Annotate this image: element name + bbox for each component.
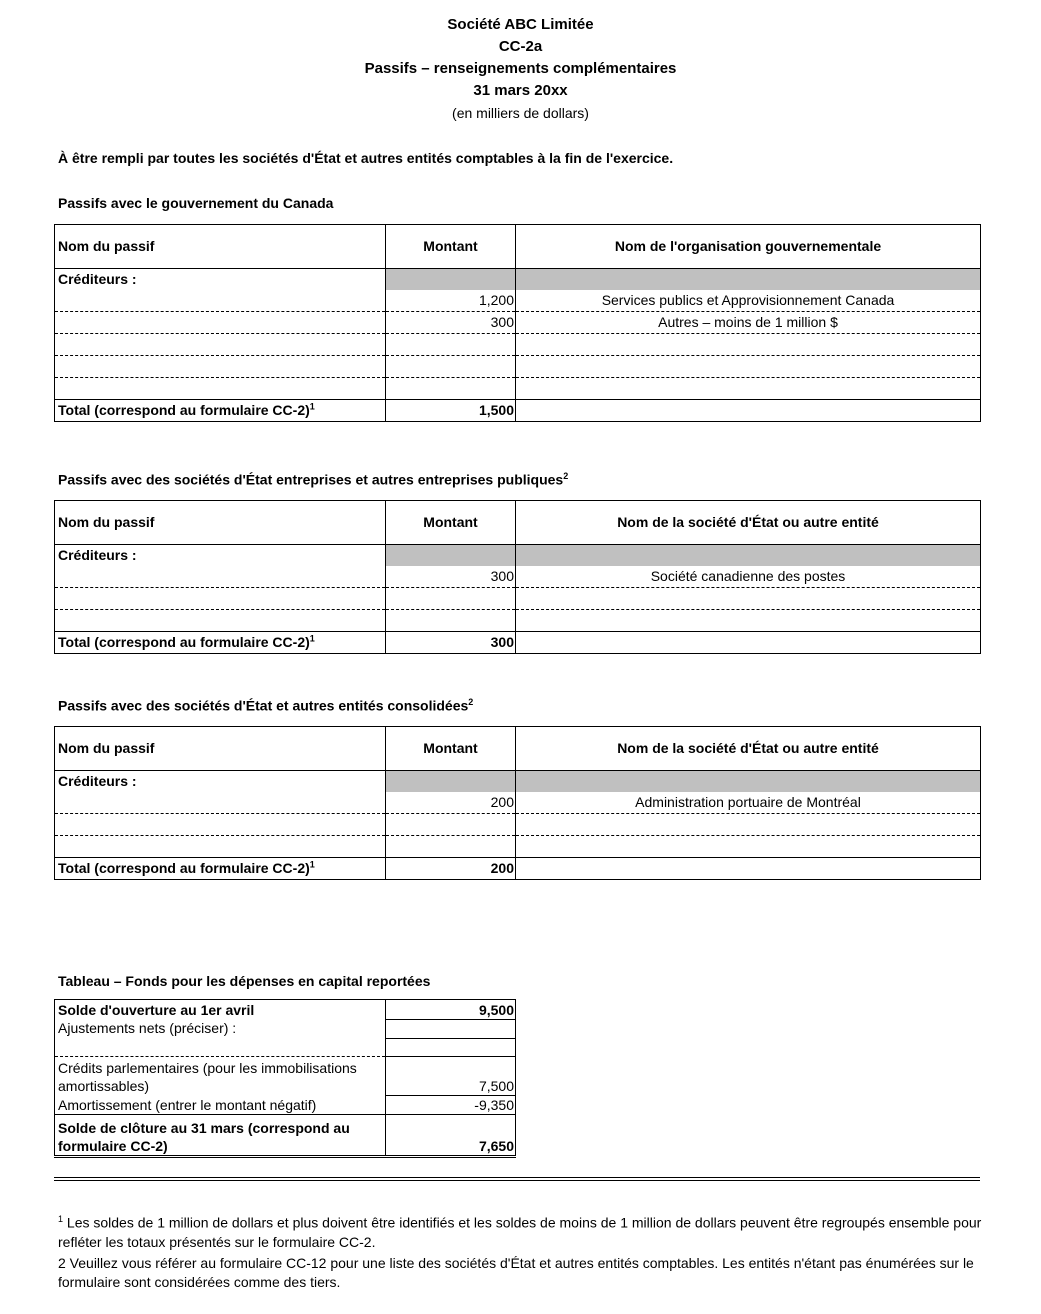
company-name: Société ABC Limitée — [447, 16, 594, 33]
table-row — [55, 378, 981, 400]
section1-table — [54, 224, 981, 422]
table-row — [55, 814, 981, 836]
adjustments-label: Ajustements nets (préciser) : — [58, 1020, 237, 1036]
amount-cell — [386, 610, 516, 632]
opening-balance-label: Solde d'ouverture au 1er avril — [58, 1002, 255, 1018]
col-header-org: Nom de l'organisation gouvernementale — [516, 225, 981, 269]
col-header-name: Nom du passif — [55, 501, 386, 545]
col-header-amount: Montant — [386, 501, 516, 545]
amount-cell: 300 — [386, 566, 516, 588]
table-header-row — [55, 501, 981, 545]
col-header-name: Nom du passif — [55, 225, 386, 269]
funds-table — [54, 999, 516, 1158]
section3-table — [54, 726, 981, 880]
footnote-ref: 1 — [309, 859, 315, 870]
creditors-row — [55, 545, 981, 567]
total-label: Total (correspond au formulaire CC-2)$^1$ — [55, 400, 386, 422]
total-row — [55, 632, 981, 654]
table-row — [55, 290, 981, 312]
table-row — [55, 334, 981, 356]
col-header-amount: Montant — [386, 225, 516, 269]
table-row — [55, 610, 981, 632]
section1-title: Passifs avec le gouvernement du Canada — [58, 195, 334, 211]
org-cell — [516, 836, 981, 858]
org-cell: Autres – moins de 1 million $ — [516, 312, 981, 334]
org-cell: Société canadienne des postes — [516, 566, 981, 588]
section2-title: Passifs avec des sociétés d'État entreprises et autres entreprises publiques$^2$ — [58, 471, 569, 488]
col-header-amount: Montant — [386, 727, 516, 771]
table-row — [55, 356, 981, 378]
total-row — [55, 858, 981, 880]
footnote-divider — [54, 1180, 980, 1181]
amount-cell: 300 — [386, 312, 516, 334]
col-header-name: Nom du passif — [55, 727, 386, 771]
funds-title: Tableau – Fonds pour les dépenses en capital reportées — [58, 973, 431, 989]
creditors-label: Créditeurs : — [55, 771, 386, 793]
adjustments-blank-row — [55, 1038, 516, 1057]
table-header-row — [55, 727, 981, 771]
total-amount: 1,500 — [386, 400, 516, 422]
org-cell: Administration portuaire de Montréal — [516, 792, 981, 814]
creditors-row — [55, 771, 981, 793]
creditors-row — [55, 269, 981, 291]
footnote-marker: 1 — [58, 1214, 64, 1224]
opening-balance-row — [55, 1000, 516, 1020]
total-label: Total (correspond au formulaire CC-2)$^1$ — [55, 632, 386, 654]
total-amount: 200 — [386, 858, 516, 880]
document-header — [0, 14, 1041, 124]
amortization-row — [55, 1095, 516, 1114]
org-cell — [516, 610, 981, 632]
amount-cell — [386, 378, 516, 400]
amortization-label: Amortissement (entrer le montant négatif) — [55, 1095, 386, 1114]
creditors-label: Créditeurs : — [55, 269, 386, 291]
amount-cell — [386, 334, 516, 356]
col-header-org: Nom de la société d'État ou autre entité — [516, 727, 981, 771]
form-code: CC-2a — [498, 38, 543, 55]
credits-value: 7,500 — [386, 1057, 516, 1096]
amount-cell — [386, 356, 516, 378]
total-row — [55, 400, 981, 422]
opening-balance-value: 9,500 — [386, 1000, 516, 1020]
table-row — [55, 588, 981, 610]
footnote-ref: 1 — [309, 401, 315, 412]
section3-title: Passifs avec des sociétés d'État et autres entités consolidées$^2$ — [58, 697, 474, 714]
report-date: 31 mars 20xx — [473, 82, 568, 99]
form-title: Passifs – renseignements complémentaires — [364, 60, 677, 77]
amount-cell — [386, 836, 516, 858]
closing-balance-value: 7,650 — [386, 1114, 516, 1156]
footnote-1: $^1$ Les soldes de 1 million de dollars et plus doivent être identifiés et les soldes de moins de 1 million de dollars peuvent être regroupés ensemble pour refléter les totaux présentés sur le formulaire CC-2. — [58, 1214, 982, 1250]
footnote-ref: 2 — [468, 697, 474, 707]
table-row — [55, 836, 981, 858]
org-cell — [516, 356, 981, 378]
table-row — [55, 566, 981, 588]
credits-label: Crédits parlementaires (pour les immobilisations amortissables) — [58, 1060, 357, 1094]
total-label: Total (correspond au formulaire CC-2)$^1$ — [55, 858, 386, 880]
footnote-divider — [54, 1177, 980, 1178]
org-cell — [516, 378, 981, 400]
section2-table — [54, 500, 981, 654]
footnotes — [58, 1210, 983, 1292]
closing-balance-label: Solde de clôture au 31 mars (correspond au formulaire CC-2) — [58, 1119, 350, 1154]
units-note: (en milliers de dollars) — [452, 105, 589, 121]
total-amount: 300 — [386, 632, 516, 654]
amortization-value: -9,350 — [386, 1095, 516, 1114]
closing-balance-row — [55, 1114, 516, 1156]
amount-cell — [386, 814, 516, 836]
table-row — [55, 312, 981, 334]
col-header-org: Nom de la société d'État ou autre entité — [516, 501, 981, 545]
amount-cell: 200 — [386, 792, 516, 814]
amount-cell — [386, 588, 516, 610]
org-cell: Services publics et Approvisionnement Canada — [516, 290, 981, 312]
org-cell — [516, 588, 981, 610]
footnote-ref: 2 — [563, 471, 569, 481]
org-cell — [516, 814, 981, 836]
org-cell — [516, 334, 981, 356]
adjustments-row — [55, 1019, 516, 1038]
creditors-label: Créditeurs : — [55, 545, 386, 567]
footnote-ref: 1 — [309, 633, 315, 644]
credits-row — [55, 1057, 516, 1096]
table-header-row — [55, 225, 981, 269]
footnote-2: 2 Veuillez vous référer au formulaire CC-12 pour une liste des sociétés d'État et autres entités comptables. Les entités n'étant pas énumérées sur le formulaire sont considérées comme des tiers. — [58, 1254, 974, 1290]
table-row — [55, 792, 981, 814]
amount-cell: 1,200 — [386, 290, 516, 312]
instruction-text: À être rempli par toutes les sociétés d'État et autres entités comptables à la fin de l'exercice. — [58, 150, 674, 166]
